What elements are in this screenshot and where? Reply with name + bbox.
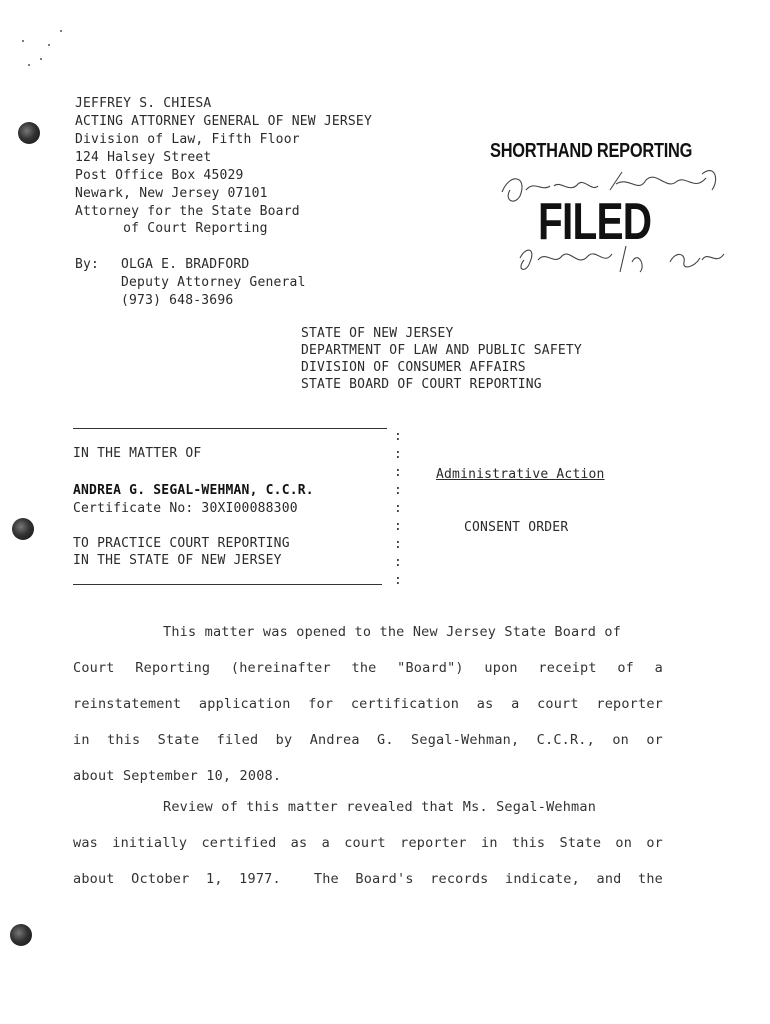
deputy-phone: (973) 648-3696 xyxy=(121,293,234,308)
body-line: Review of this matter revealed that Ms. Segal-Wehman xyxy=(163,799,597,815)
caption-colon: : xyxy=(394,573,403,588)
consent-order-title: CONSENT ORDER xyxy=(464,520,569,535)
caption-colon: : xyxy=(394,519,403,534)
by-label: By: xyxy=(75,257,100,272)
scan-speck xyxy=(48,44,50,46)
punch-hole xyxy=(10,924,32,946)
caption-bottom-rule xyxy=(73,584,382,585)
caption-top-rule xyxy=(73,428,387,429)
in-the-matter: IN THE MATTER OF xyxy=(73,446,202,461)
body-line: Court Reporting (hereinafter the "Board") upon receipt of a xyxy=(73,660,663,676)
caption-colon: : xyxy=(394,501,403,516)
agency-line: DEPARTMENT OF LAW AND PUBLIC SAFETY xyxy=(301,343,582,358)
deputy-name: OLGA E. BRADFORD xyxy=(121,257,250,272)
attorney-line: Attorney for the State Board xyxy=(75,204,300,219)
attorney-line: Division of Law, Fifth Floor xyxy=(75,132,300,147)
practice-line: IN THE STATE OF NEW JERSEY xyxy=(73,553,282,568)
agency-line: STATE OF NEW JERSEY xyxy=(301,326,454,341)
administrative-action: Administrative Action xyxy=(436,467,605,482)
stamp-filed: FILED xyxy=(538,193,652,251)
body-line: was initially certified as a court reporter in this State on or xyxy=(73,835,663,851)
stamp-heading: SHORTHAND REPORTING xyxy=(490,140,693,162)
body-line: This matter was opened to the New Jersey State Board of xyxy=(163,624,622,640)
attorney-line: 124 Halsey Street xyxy=(75,150,212,165)
punch-hole xyxy=(18,122,40,144)
punch-hole xyxy=(12,518,34,540)
attorney-line: JEFFREY S. CHIESA xyxy=(75,96,212,111)
body-line: about September 10, 2008. xyxy=(73,768,282,784)
caption-colon: : xyxy=(394,465,403,480)
body-line: about October 1, 1977. The Board's records indicate, and the xyxy=(73,871,663,887)
respondent-name: ANDREA G. SEGAL-WEHMAN, C.C.R. xyxy=(73,483,314,498)
caption-colon: : xyxy=(394,429,403,444)
certificate-number: Certificate No: 30XI00088300 xyxy=(73,501,298,516)
caption-colon: : xyxy=(394,555,403,570)
deputy-title: Deputy Attorney General xyxy=(121,275,306,290)
body-line: reinstatement application for certification as a court reporter xyxy=(73,696,663,712)
attorney-line: Post Office Box 45029 xyxy=(75,168,244,183)
agency-line: STATE BOARD OF COURT REPORTING xyxy=(301,377,542,392)
agency-line: DIVISION OF CONSUMER AFFAIRS xyxy=(301,360,526,375)
caption-colon: : xyxy=(394,483,403,498)
caption-colon: : xyxy=(394,537,403,552)
scan-speck xyxy=(28,64,30,66)
scan-speck xyxy=(40,58,42,60)
body-line: in this State filed by Andrea G. Segal-Wehman, C.C.R., on or xyxy=(73,732,663,748)
attorney-line: Newark, New Jersey 07101 xyxy=(75,186,268,201)
scan-speck xyxy=(22,40,24,42)
practice-line: TO PRACTICE COURT REPORTING xyxy=(73,536,290,551)
scan-speck xyxy=(60,30,62,32)
caption-colon: : xyxy=(394,447,403,462)
attorney-line: of Court Reporting xyxy=(75,221,268,236)
attorney-line: ACTING ATTORNEY GENERAL OF NEW JERSEY xyxy=(75,114,372,129)
